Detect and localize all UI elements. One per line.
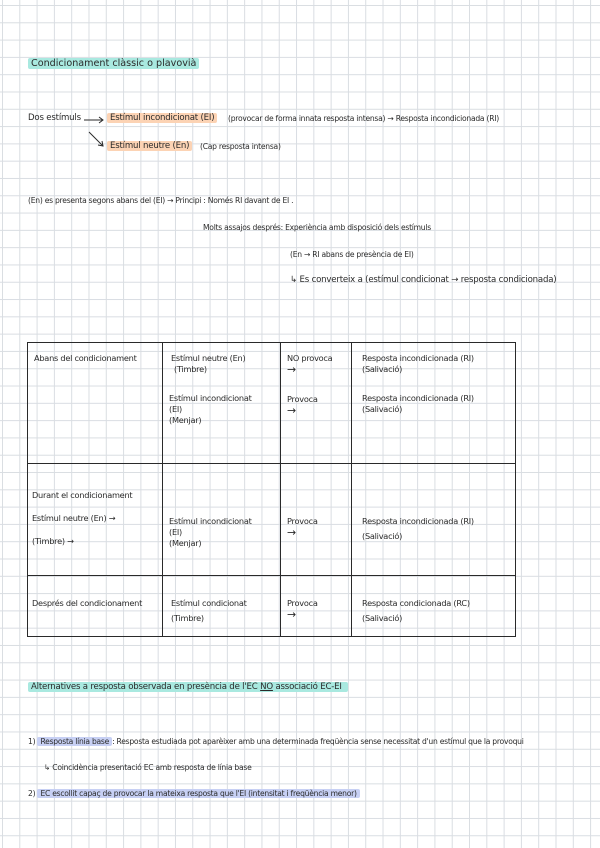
effect-text: NO provoca	[287, 353, 333, 363]
stimulus-example: (Menjar)	[169, 538, 202, 548]
phase-label: Durant el condicionament	[32, 490, 133, 500]
phase-cell	[28, 464, 163, 576]
arrow-icon: →	[287, 363, 296, 376]
item-number: 2)	[28, 789, 36, 798]
stimulus-text: Estímul neutre (En)	[171, 353, 246, 363]
effect-text: Provoca	[287, 516, 318, 526]
response-example: (Salivació)	[362, 404, 403, 414]
stimulus-code: (EI)	[169, 404, 182, 414]
alternatives-heading-tail: associació EC-EI	[275, 682, 342, 692]
alternative-item-2	[28, 789, 360, 798]
stimulus-cell	[163, 343, 281, 464]
effect-cell	[281, 343, 352, 464]
alternatives-heading	[28, 682, 348, 692]
process-line-3: (En → RI abans de presència de EI)	[290, 250, 414, 259]
effect-cell	[281, 576, 352, 637]
arrow-icon: →	[287, 404, 296, 417]
response-text: Resposta condicionada (RC)	[362, 598, 470, 608]
ei-description: (provocar de forma innata resposta intensa) → Resposta incondicionada (RI)	[228, 114, 499, 123]
stimulus-example: (Menjar)	[169, 415, 202, 425]
stimulus-text: Estímul incondicionat	[169, 393, 252, 403]
response-text: Resposta incondicionada (RI)	[362, 516, 474, 526]
stimulus-example: (Timbre)	[171, 613, 204, 623]
alternative-item-1	[28, 737, 524, 746]
response-cell	[352, 464, 516, 576]
phase-label: Després del condicionament	[32, 598, 143, 608]
stimulus-cell	[163, 464, 281, 576]
ei-term: Estímul incondicionat (EI)	[107, 113, 217, 123]
process-line-2: Molts assajos després: Experiència amb disposició dels estímuls	[203, 223, 431, 232]
table-row-despres	[28, 576, 516, 637]
alternative-item-1-sub: ↳ Coincidència presentació EC amb resposta de línia base	[44, 763, 252, 772]
item-number: 1)	[28, 737, 36, 746]
response-cell	[352, 343, 516, 464]
table-row-abans	[28, 343, 516, 464]
effect-text: Provoca	[287, 394, 318, 404]
effect-cell	[281, 464, 352, 576]
response-example: (Salivació)	[362, 531, 403, 541]
stimulus-text: Estímul condicionat	[171, 598, 247, 608]
phase-label: Abans del condicionament	[34, 353, 137, 363]
alternatives-heading-no: NO	[260, 682, 273, 692]
conditioning-table	[27, 342, 516, 637]
stimulus-text: Estímul incondicionat	[169, 516, 252, 526]
estimuls-label: Dos estímuls	[28, 113, 81, 123]
page-title: Condicionament clàssic o plavovià	[28, 58, 199, 69]
stimulus-example: (Timbre)	[174, 364, 207, 374]
table-row-durant	[28, 464, 516, 576]
phase-stimulus: Estímul neutre (En) →	[32, 513, 116, 523]
en-term: Estímul neutre (En)	[107, 141, 192, 151]
item-text: EC escollit capaç de provocar la mateixa resposta que l'EI (intensitat i freqüència menor)	[37, 789, 359, 798]
item-text: : Resposta estudiada pot aparèixer amb una determinada freqüència sense necessitat d'un estímul que la provoqui	[112, 737, 524, 746]
stimulus-cell	[163, 576, 281, 637]
response-cell	[352, 576, 516, 637]
phase-cell	[28, 343, 163, 464]
response-example: (Salivació)	[362, 613, 403, 623]
en-description: (Cap resposta intensa)	[200, 142, 281, 151]
stimulus-code: (EI)	[169, 527, 182, 537]
effect-text: Provoca	[287, 598, 318, 608]
process-line-1: (En) es presenta segons abans del (EI) → Principi : Només RI davant de EI .	[28, 196, 294, 205]
response-text: Resposta incondicionada (RI)	[362, 393, 474, 403]
phase-stimulus-example: (Timbre) →	[32, 536, 74, 546]
process-line-4: ↳ Es converteix a (estímul condicionat → resposta condicionada)	[290, 275, 557, 285]
response-example: (Salivació)	[362, 364, 403, 374]
arrow-icon: →	[287, 526, 296, 539]
phase-cell	[28, 576, 163, 637]
item-label: Resposta línia base	[37, 737, 112, 746]
arrow-icon: →	[287, 608, 296, 621]
response-text: Resposta incondicionada (RI)	[362, 353, 474, 363]
alternatives-heading-text: Alternatives a resposta observada en presència de l'EC	[31, 682, 258, 692]
